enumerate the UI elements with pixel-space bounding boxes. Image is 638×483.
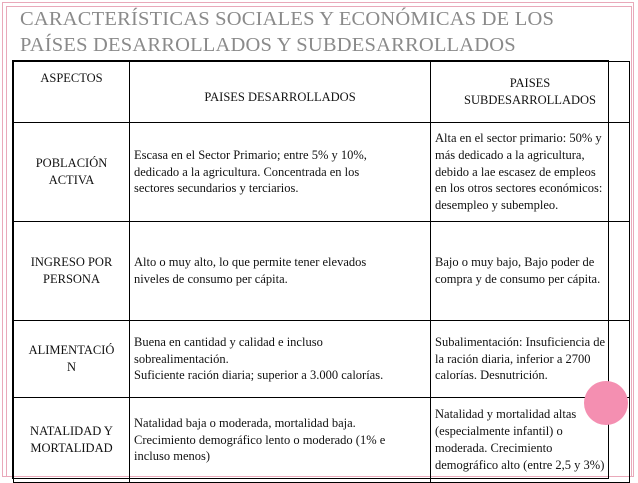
row-subdesarrollados: Bajo o muy bajo, Bajo poder de compra y de consumo per cápita. bbox=[431, 222, 630, 321]
row-aspecto: INGRESO POR PERSONA bbox=[14, 222, 130, 321]
row-desarrollados: Buena en cantidad y calidad e incluso sobrealimentación. Suficiente ración diaria; superior a 3.000 calorías. bbox=[130, 321, 431, 398]
slide-title-line1: CARACTERÍSTICAS SOCIALES Y ECONÓMICAS DE LOS bbox=[20, 8, 555, 30]
table-row bbox=[14, 321, 630, 398]
header-aspectos: ASPECTOS bbox=[14, 62, 130, 123]
row-desarrollados: Escasa en el Sector Primario; entre 5% y 10%, dedicado a la agricultura. Concentrada en los sectores secundarios y terciarios. bbox=[130, 123, 431, 222]
slide-title bbox=[20, 6, 620, 58]
decorative-circle bbox=[584, 381, 628, 425]
row-aspecto: NATALIDAD Y MORTALIDAD bbox=[14, 398, 130, 483]
comparison-table bbox=[12, 60, 609, 479]
table-row bbox=[14, 123, 630, 222]
row-subdesarrollados: Natalidad y mortalidad altas (especialmente infantil) o moderada. Crecimiento demográfico alto (entre 2,5 y 3%) bbox=[431, 398, 630, 483]
header-subdesarrollados: PAISES SUBDESARROLLADOS bbox=[431, 62, 630, 123]
slide-title-line2: PAÍSES DESARROLLADOS Y SUBDESARROLLADOS bbox=[20, 34, 516, 56]
table-row bbox=[14, 398, 630, 483]
row-desarrollados: Alto o muy alto, lo que permite tener elevados niveles de consumo per cápita. bbox=[130, 222, 431, 321]
row-aspecto: ALIMENTACIÓ N bbox=[14, 321, 130, 398]
row-desarrollados: Natalidad baja o moderada, mortalidad baja. Crecimiento demográfico lento o moderado (1% e incluso menos) bbox=[130, 398, 431, 483]
row-subdesarrollados: Subalimentación: Insuficiencia de la ración diaria, inferior a 2700 calorías. Desnutrición. bbox=[431, 321, 630, 398]
table-header-row bbox=[14, 62, 630, 123]
row-subdesarrollados: Alta en el sector primario: 50% y más dedicado a la agricultura, debido a lae escasez de empleos en los otros sectores económicos: desempleo y subempleo. bbox=[431, 123, 630, 222]
row-aspecto: POBLACIÓN ACTIVA bbox=[14, 123, 130, 222]
table-row bbox=[14, 222, 630, 321]
header-desarrollados: PAISES DESARROLLADOS bbox=[130, 62, 431, 123]
